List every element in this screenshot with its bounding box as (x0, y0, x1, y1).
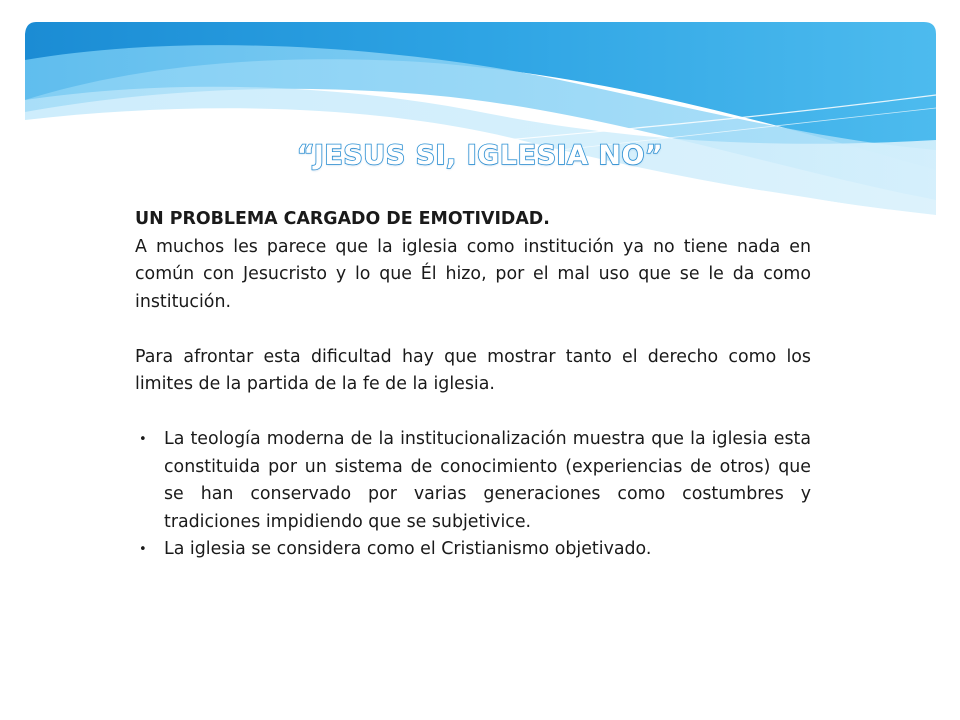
slide-body (135, 206, 811, 564)
spacer (135, 399, 811, 427)
bullet-list (135, 426, 811, 564)
paragraph-2: Para afrontar esta dificultad hay que mostrar tanto el derecho como los limites de la partida de la fe de la iglesia. (135, 346, 811, 394)
spacer (135, 316, 811, 344)
bullet-icon: • (139, 432, 147, 447)
wave-banner (0, 0, 960, 240)
slide-title: “JESUS SI, IGLESIA NO” (296, 140, 664, 171)
paragraph-1: A muchos les parece que la iglesia como institución ya no tiene nada en común con Jesucristo y lo que Él hizo, por el mal uso que se le da como institución. (135, 236, 811, 312)
bullet-item (135, 426, 811, 536)
bullet-item (135, 536, 811, 564)
bullet-icon: • (139, 542, 147, 557)
bullet-text: La teología moderna de la institucionalización muestra que la iglesia esta constituida por un sistema de conocimiento (experiencias de otros) que se han conservado por varias generaciones como costumbres y tradiciones impidiendo que se subjetivice. (164, 429, 811, 532)
section-heading: UN PROBLEMA CARGADO DE EMOTIVIDAD. (135, 209, 550, 229)
bullet-text: La iglesia se considera como el Cristianismo objetivado. (164, 539, 652, 559)
